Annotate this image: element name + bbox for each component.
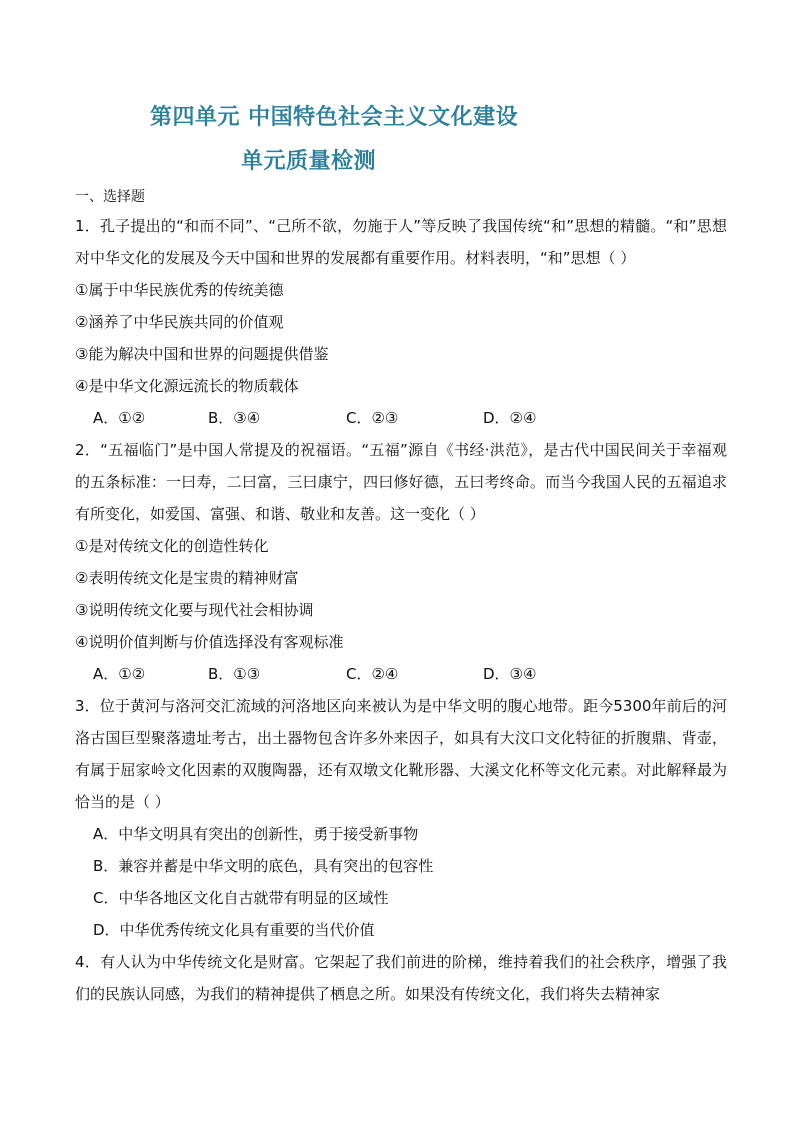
question-2-item: ③说明传统文化要与现代社会相协调: [75, 601, 314, 619]
question-2-choices: [75, 658, 727, 690]
question-3-option-d: D．中华优秀传统文化具有重要的当代价值: [93, 921, 375, 939]
question-1-stem: 1．孔子提出的“和而不同”、“己所不欲，勿施于人”等反映了我国传统“和”思想的精髓。“和”思想对中华文化的发展及今天中国和世界的发展都有重要作用。材料表明，“和”思想（ ）: [75, 217, 727, 267]
unit-title: 第四单元 中国特色社会主义文化建设: [150, 105, 519, 130]
section-heading: 一、选择题: [75, 189, 145, 205]
question-3-option-a: A．中华文明具有突出的创新性，勇于接受新事物: [93, 825, 419, 843]
choice-a: A．①②: [93, 409, 146, 427]
question-1-choices: [75, 402, 727, 434]
question-list: [75, 210, 727, 1010]
question-2-stem: 2．“五福临门”是中国人常提及的祝福语。“五福”源自《书经·洪范》，是古代中国民间关于幸福观的五条标准：一曰寿，二曰富，三曰康宁，四曰修好德，五曰考终命。而当今我国人民的五福追求有所变化，如爱国、富强、和谐、敬业和友善。这一变化（ ）: [75, 441, 727, 523]
choice-c: C．②④: [346, 665, 399, 683]
choice-d: D．③④: [483, 665, 537, 683]
question-1-item: ①属于中华民族优秀的传统美德: [75, 281, 284, 299]
question-1-item: ②涵养了中华民族共同的价值观: [75, 313, 284, 331]
question-1-item: ④是中华文化源远流长的物质载体: [75, 377, 299, 395]
question-3-option-c: C．中华各地区文化自古就带有明显的区域性: [93, 889, 389, 907]
choice-c: C．②③: [346, 409, 399, 427]
question-3-stem: 3．位于黄河与洛河交汇流域的河洛地区向来被认为是中华文明的腹心地带。距今5300年前后的河洛古国巨型聚落遗址考古，出土器物包含许多外来因子，如具有大汶口文化特征的折腹鼎、背壶，有属于屈家岭文化因素的双腹陶器，还有双墩文化靴形器、大溪文化杯等文化元素。对此解释最为恰当的是（ ）: [75, 697, 727, 811]
question-1-item: ③能为解决中国和世界的问题提供借鉴: [75, 345, 329, 363]
question-3-option-b: B．兼容并蓄是中华文明的底色，具有突出的包容性: [93, 857, 434, 875]
choice-d: D．②④: [483, 409, 537, 427]
choice-a: A．①②: [93, 665, 146, 683]
question-4-stem: 4．有人认为中华传统文化是财富。它架起了我们前进的阶梯，维持着我们的社会秩序，增强了我们的民族认同感，为我们的精神提供了栖息之所。如果没有传统文化，我们将失去精神家: [75, 953, 727, 1003]
question-2-item: ①是对传统文化的创造性转化: [75, 537, 269, 555]
choice-b: B．①③: [208, 665, 261, 683]
question-2-item: ②表明传统文化是宝贵的精神财富: [75, 569, 299, 587]
unit-subtitle: 单元质量检测: [241, 149, 377, 174]
choice-b: B．③④: [208, 409, 261, 427]
question-2-item: ④说明价值判断与价值选择没有客观标准: [75, 633, 344, 651]
